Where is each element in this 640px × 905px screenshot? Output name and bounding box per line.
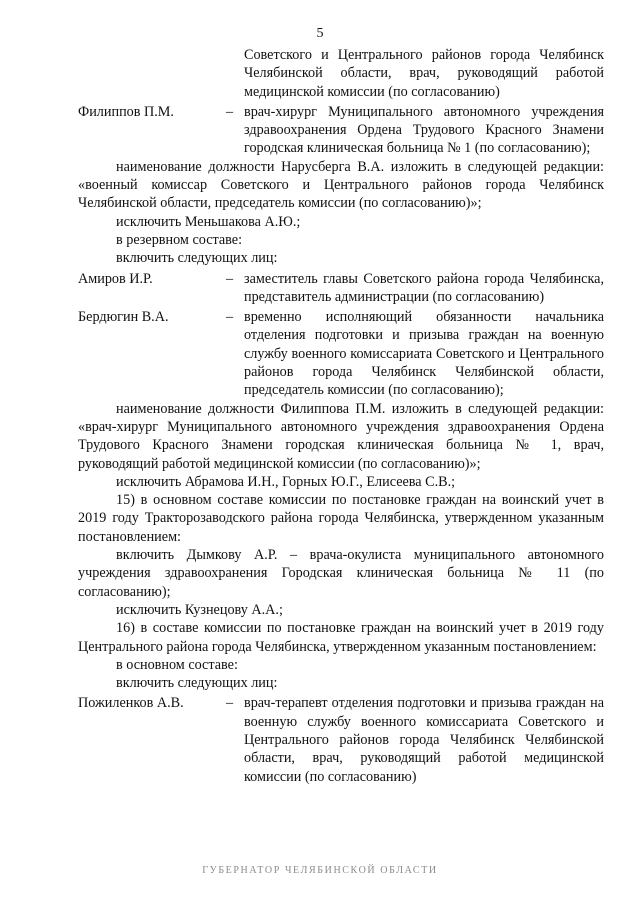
member-entry	[78, 308, 604, 399]
paragraph: исключить Абрамова И.Н., Горных Ю.Г., Елисеева С.В.;	[116, 473, 456, 490]
member-position: врач-терапевт отделения подготовки и призыва граждан на военную службу военного комиссариата Советского и Центрального районов города Челябинск Челябинской области, врач, руководящий работой медицинской комиссии (по согласованию)	[244, 695, 604, 785]
continuation-text: Советского и Центрального районов города Челябинск Челябинской области, врач, руководящий работой медицинской комиссии (по согласованию)	[244, 47, 604, 100]
page-number: 5	[316, 26, 324, 41]
paragraph: в резервном составе:	[116, 231, 243, 248]
paragraph: наименование должности Нарусберга В.А. изложить в следующей редакции: «военный комиссар Советского и Центрального районов города Челябинск Челябинской области, председатель комиссии (по согласованию)»;	[78, 158, 604, 212]
member-entry	[78, 103, 604, 158]
member-entry	[78, 694, 604, 785]
paragraph: исключить Кузнецову А.А.;	[116, 601, 283, 618]
paragraph: исключить Меньшакова А.Ю.;	[116, 213, 301, 230]
member-name: Бердюгин В.А.	[78, 309, 169, 326]
paragraph: включить Дымкову А.Р. – врача-окулиста муниципального автономного учреждения здравоохранения Городская клиническая больница № 11 (по согласованию);	[78, 547, 604, 600]
member-name: Филиппов П.М.	[78, 103, 174, 120]
member-list-1	[78, 103, 604, 158]
member-position: заместитель главы Советского района города Челябинска, представитель администрации (по согласованию)	[244, 270, 604, 305]
document-body	[78, 46, 604, 786]
member-entry	[78, 270, 604, 307]
paragraph: 16) в составе комиссии по постановке граждан на воинский учет в 2019 году Центрального района города Челябинска, утвержденном указанным постановлением:	[78, 620, 604, 655]
entry-dash: –	[226, 309, 234, 326]
paragraph: наименование должности Филиппова П.М. изложить в следующей редакции: «врач-хирург Муниципального автономного учреждения здравоохранения Ордена Трудового Красного Знамени городская клиническая больница № 1, врач, руководящий работой медицинской комиссии (по согласованию)»;	[78, 400, 604, 472]
paragraph: включить следующих лиц:	[116, 250, 278, 267]
paragraph-group-2	[78, 400, 604, 693]
member-position: врач-хирург Муниципального автономного учреждения здравоохранения Ордена Трудового Красного Знамени городская клиническая больница № 1 (по согласованию);	[244, 103, 604, 157]
paragraph: включить следующих лиц:	[116, 675, 278, 692]
footer-watermark: ГУБЕРНАТОР ЧЕЛЯБИНСКОЙ ОБЛАСТИ	[202, 865, 438, 876]
member-list-3	[78, 694, 604, 785]
paragraph-group-1	[78, 158, 604, 268]
entry-dash: –	[226, 270, 234, 287]
entry-dash: –	[226, 103, 234, 120]
member-list-2	[78, 270, 604, 400]
member-name: Амиров И.Р.	[78, 270, 153, 287]
paragraph: в основном составе:	[116, 656, 238, 673]
member-position: временно исполняющий обязанности начальника отделения подготовки и призыва граждан на военную службу военного комиссариата Советского и Центрального районов города Челябинск Челябинской области, председатель комиссии (по согласованию);	[244, 309, 604, 399]
paragraph: 15) в основном составе комиссии по постановке граждан на воинский учет в 2019 году Тракторозаводского района города Челябинска, утвержденном указанным постановлением:	[78, 492, 604, 545]
entry-dash: –	[226, 695, 234, 712]
member-name: Пожиленков А.В.	[78, 695, 184, 712]
